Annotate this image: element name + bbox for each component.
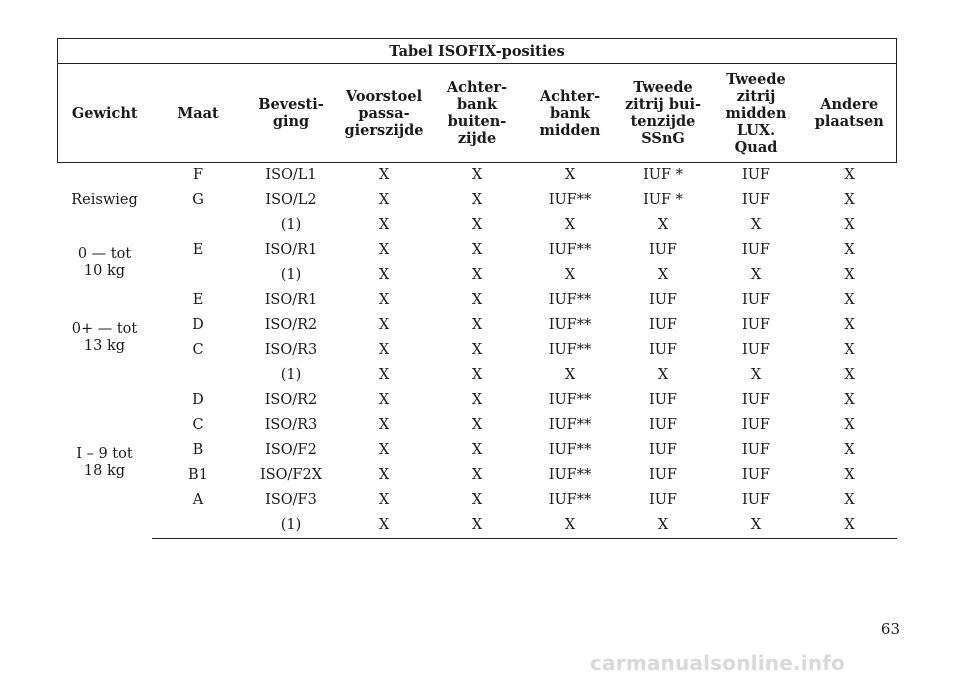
table-cell: ISO/R3 [264, 342, 318, 358]
table-cell: ISO/R1 [264, 242, 318, 258]
column-header-line: zitrij bui- [624, 96, 702, 113]
table-cell: IUF [648, 492, 677, 508]
table-cell: B1 [188, 467, 208, 483]
table-cell: IUF [741, 192, 770, 208]
table-cell: ISO/R3 [264, 417, 318, 433]
table-cell: X [378, 192, 390, 208]
table-cell: IUF** [548, 392, 592, 408]
table-cell: X [338, 513, 431, 539]
table-row [58, 488, 897, 513]
table-cell: E [192, 242, 204, 258]
table-cell [152, 513, 245, 539]
table-cell: X [471, 417, 483, 433]
table-cell: X [378, 267, 390, 283]
page-number: 63 [880, 620, 900, 638]
weight-label-line: 0 — tot [77, 246, 132, 262]
table-cell [152, 263, 245, 288]
column-header-line: passa- [358, 104, 410, 122]
table-row [58, 338, 897, 363]
table-cell: IUF** [548, 467, 592, 483]
table-cell: X [844, 467, 855, 483]
column-header-line: midden [539, 121, 601, 139]
column-header-line: bank [456, 96, 498, 113]
table-cell: X [750, 217, 762, 233]
table-row [58, 163, 897, 189]
column-header [524, 64, 617, 163]
table-cell: X [710, 513, 803, 539]
table-cell: X [378, 342, 390, 358]
table-body [58, 163, 897, 539]
column-header [152, 64, 245, 163]
table-cell: ISO/L1 [265, 167, 317, 183]
column-header-line: ging [272, 113, 310, 130]
table-cell: IUF** [548, 492, 592, 508]
column-header-line: gierszijde [344, 121, 424, 139]
table-cell: F [192, 167, 204, 183]
table-cell: B [192, 442, 204, 458]
table-cell: X [471, 267, 483, 283]
table-cell: X [378, 392, 390, 408]
table-cell: (1) [245, 513, 338, 539]
table-cell: X [564, 367, 576, 383]
table-cell: IUF [741, 342, 770, 358]
column-header-line: zitrij [736, 87, 776, 105]
table-cell: (1) [280, 367, 302, 383]
table-cell: X [844, 392, 855, 408]
column-header-line: plaatsen [814, 113, 884, 130]
table-cell: IUF * [643, 167, 683, 183]
table-cell: X [471, 342, 483, 358]
table-cell: X [378, 442, 390, 458]
table-cell: ISO/F2X [259, 467, 323, 483]
column-header-line: Bevesti- [258, 96, 324, 113]
table-cell: X [844, 242, 855, 258]
table-cell: X [750, 267, 762, 283]
table-cell: X [471, 242, 483, 258]
table-cell: E [192, 292, 204, 308]
table-cell: D [192, 392, 204, 408]
table-row [58, 413, 897, 438]
table-row [58, 288, 897, 313]
column-header [803, 64, 897, 163]
table-cell: X [844, 342, 855, 358]
column-header-line: tenzijde [630, 113, 696, 130]
weight-label-line: 13 kg [83, 338, 126, 354]
table-cell: IUF [648, 392, 677, 408]
column-header-line: Gewicht [71, 104, 138, 122]
weight-label-line: Reiswieg [71, 192, 138, 208]
table-cell: C [192, 342, 204, 358]
weight-label-line: I – 9 tot [76, 446, 133, 463]
isofix-positions-table [57, 38, 897, 539]
table-row [58, 263, 897, 288]
table-cell: IUF [741, 242, 770, 258]
column-header-line: Quad [734, 138, 778, 156]
table-cell: IUF [648, 292, 677, 308]
table-cell: IUF [648, 417, 677, 433]
table-cell: X [844, 367, 855, 383]
column-header-line: midden [725, 104, 787, 122]
column-header-line: Andere [820, 96, 879, 113]
table-cell: X [803, 513, 897, 539]
table-cell [152, 363, 245, 388]
table-cell: X [471, 492, 483, 508]
column-header-line: SSnG [641, 130, 685, 147]
column-header-line: Voorstoel [345, 87, 423, 105]
table-title-row [58, 39, 897, 64]
column-header-line: Achter- [539, 87, 601, 105]
column-header-line: Maat [177, 104, 219, 122]
table-cell: IUF** [548, 342, 592, 358]
table-cell: X [471, 317, 483, 333]
table-cell: X [844, 192, 855, 208]
table-cell: IUF** [548, 442, 592, 458]
table-cell: X [844, 267, 855, 283]
table-cell: IUF [741, 442, 770, 458]
table-cell: IUF** [548, 417, 592, 433]
table-cell: D [192, 317, 204, 333]
table-cell: IUF [741, 317, 770, 333]
table-cell: IUF [648, 442, 677, 458]
table-cell: X [657, 217, 669, 233]
table-cell: X [617, 513, 710, 539]
table-cell: IUF [741, 292, 770, 308]
table-cell: ISO/L2 [265, 192, 317, 208]
table-cell: IUF [741, 392, 770, 408]
table-cell: X [657, 267, 669, 283]
table-cell: X [844, 492, 855, 508]
watermark-text: carmanualsonline.info [590, 651, 846, 675]
table-cell: IUF [648, 317, 677, 333]
table-cell: IUF [741, 417, 770, 433]
column-header [338, 64, 431, 163]
table-row [58, 513, 897, 539]
table-cell: ISO/F2 [265, 442, 317, 458]
weight-label-line: 0+ — tot [71, 321, 138, 337]
table-cell: (1) [280, 217, 302, 233]
weight-label-line: 18 kg [83, 463, 126, 480]
table-cell: X [471, 217, 483, 233]
table-cell: X [471, 467, 483, 483]
table-cell: X [378, 417, 390, 433]
table-cell: A [192, 492, 204, 508]
table-cell: X [471, 367, 483, 383]
table-cell: X [750, 367, 762, 383]
column-header-line: bank [549, 104, 591, 122]
table-cell: ISO/F3 [265, 492, 317, 508]
table-row [58, 463, 897, 488]
table-cell: ISO/R1 [264, 292, 318, 308]
weight-label-line: 10 kg [83, 263, 126, 279]
table-cell [152, 213, 245, 238]
table-cell: X [844, 217, 855, 233]
table-cell: X [378, 292, 390, 308]
table-cell: X [564, 167, 576, 183]
table-cell: ISO/R2 [264, 392, 318, 408]
column-header [245, 64, 338, 163]
table-cell: X [564, 267, 576, 283]
table-cell: IUF** [548, 317, 592, 333]
table-cell: IUF [741, 467, 770, 483]
table-cell: IUF [648, 342, 677, 358]
table-cell: X [844, 442, 855, 458]
table-cell: X [471, 167, 483, 183]
column-header [58, 64, 152, 163]
table-cell: IUF** [548, 292, 592, 308]
table-cell: C [192, 417, 204, 433]
table-row [58, 388, 897, 413]
table-row [58, 438, 897, 463]
table-cell: IUF [741, 167, 770, 183]
table-cell: X [471, 392, 483, 408]
column-header-line: Achter- [446, 79, 508, 96]
weight-cell [58, 163, 152, 239]
column-header-line: zijde [457, 130, 497, 147]
weight-cell [58, 238, 152, 288]
table-cell: X [471, 292, 483, 308]
table-cell: IUF * [643, 192, 683, 208]
table-row [58, 238, 897, 263]
table-cell: X [471, 442, 483, 458]
table-cell: X [844, 292, 855, 308]
table-cell: X [378, 467, 390, 483]
table-row [58, 188, 897, 213]
table-row [58, 313, 897, 338]
column-header-line: buiten- [447, 113, 507, 130]
table-cell: X [564, 217, 576, 233]
table-cell: X [378, 217, 390, 233]
table-row [58, 213, 897, 238]
table-cell: X [844, 317, 855, 333]
table-cell: X [378, 317, 390, 333]
table-cell: X [378, 492, 390, 508]
column-header [617, 64, 710, 163]
table-row [58, 363, 897, 388]
table-cell: X [378, 367, 390, 383]
table-cell: X [657, 367, 669, 383]
table-cell: IUF [741, 492, 770, 508]
column-header [710, 64, 803, 163]
column-header-line: LUX. [736, 121, 776, 139]
column-header-line: Tweede [633, 79, 693, 96]
column-header [431, 64, 524, 163]
weight-cell [58, 388, 152, 539]
column-header-line: Tweede [726, 70, 786, 88]
table-header-row [58, 64, 897, 163]
table-title: Tabel ISOFIX-posities [58, 39, 897, 64]
table-cell: ISO/R2 [264, 317, 318, 333]
table-cell: IUF** [548, 242, 592, 258]
table-cell: IUF** [548, 192, 592, 208]
table-cell: G [192, 192, 204, 208]
table-cell: X [524, 513, 617, 539]
weight-cell [58, 288, 152, 388]
table-cell: X [378, 167, 390, 183]
table-cell: (1) [280, 267, 302, 283]
table-cell: IUF [648, 242, 677, 258]
table-cell: X [844, 417, 855, 433]
table-cell: X [471, 192, 483, 208]
table-cell: X [378, 242, 390, 258]
table-cell: IUF [648, 467, 677, 483]
table-cell: X [431, 513, 524, 539]
table-cell: X [844, 167, 855, 183]
